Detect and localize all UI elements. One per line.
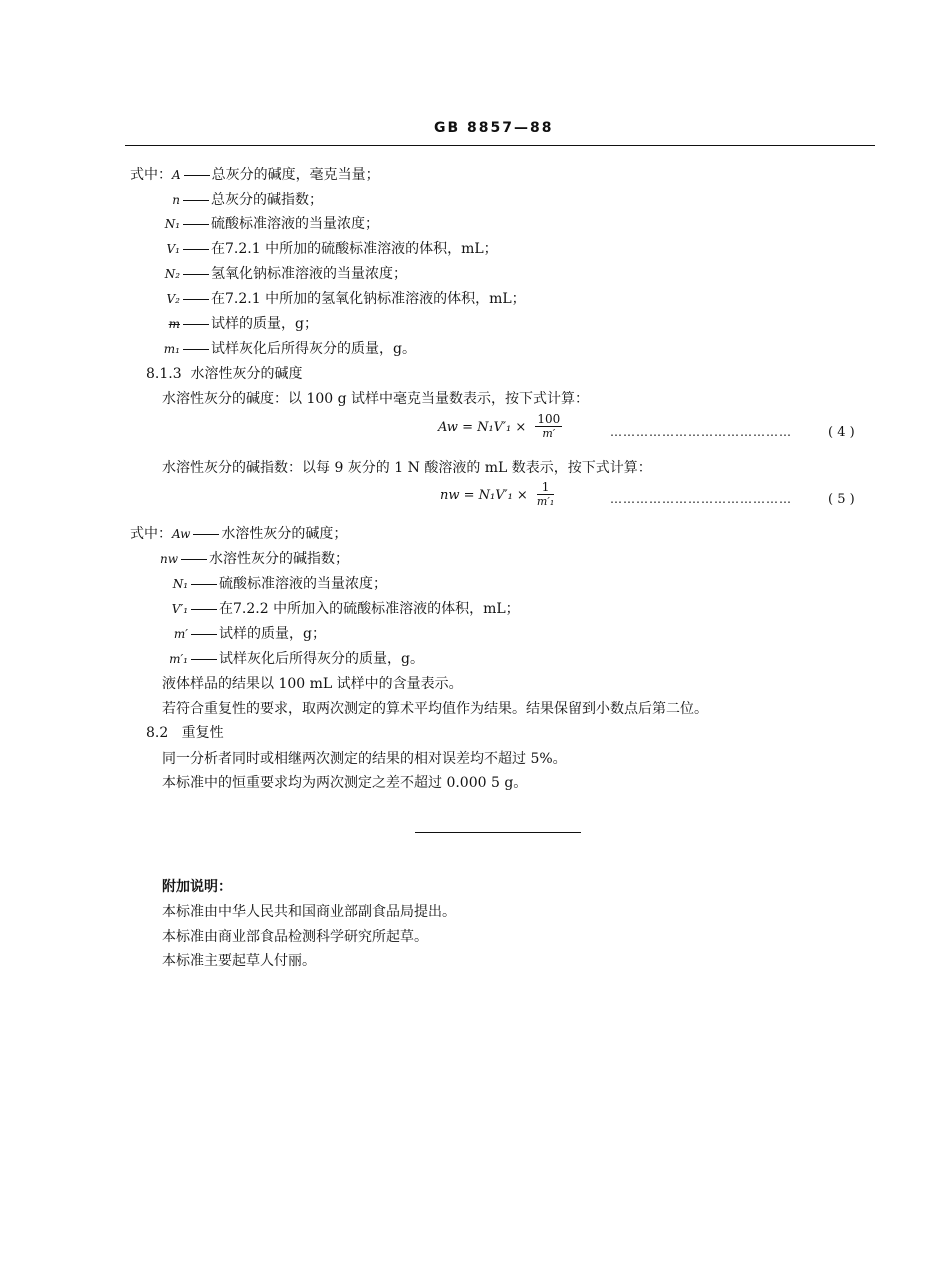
definition-row bbox=[136, 191, 323, 209]
appendix-title: 附加说明： bbox=[162, 879, 232, 895]
section-title: 水溶性灰分的碱度 bbox=[190, 366, 303, 382]
paragraph: 水溶性灰分的碱度：以 100 g 试样中毫克当量数表示，按下式计算： bbox=[162, 391, 590, 407]
symbol: V′₁ bbox=[171, 602, 188, 616]
fraction bbox=[537, 480, 554, 509]
section-number: 8.1.3 bbox=[146, 366, 182, 382]
definition-text: 水溶性灰分的碱指数； bbox=[209, 551, 349, 567]
numerator: 100 bbox=[537, 412, 561, 426]
definition-text: 总灰分的碱度，毫克当量； bbox=[211, 167, 380, 183]
em-dash bbox=[183, 274, 209, 275]
definition-text: 硫酸标准溶液的当量浓度； bbox=[211, 216, 379, 232]
definition-intro: 式中： bbox=[130, 167, 172, 183]
definition-text: 硫酸标准溶液的当量浓度； bbox=[219, 576, 387, 592]
leader-dots: …………………………………… bbox=[610, 492, 792, 506]
definition-text: 在7.2.1 中所加的硫酸标准溶液的体积，mL； bbox=[211, 241, 498, 257]
symbol: Aw bbox=[172, 527, 191, 541]
em-dash bbox=[183, 324, 209, 325]
em-dash bbox=[181, 559, 207, 560]
em-dash bbox=[183, 349, 209, 350]
em-dash bbox=[191, 659, 217, 660]
em-dash bbox=[184, 175, 210, 176]
symbol: nw bbox=[160, 552, 178, 566]
leader-dots: …………………………………… bbox=[610, 425, 792, 439]
symbol: m₁ bbox=[163, 342, 180, 356]
paragraph: 同一分析者同时或相继两次测定的结果的相对误差均不超过 5%。 bbox=[162, 751, 567, 767]
paragraph: 若符合重复性的要求，取两次测定的算术平均值作为结果。结果保留到小数点后第二位。 bbox=[162, 701, 708, 717]
definition-row bbox=[130, 550, 349, 568]
em-dash bbox=[183, 299, 209, 300]
definition-intro: 式中： bbox=[130, 526, 172, 542]
denominator: m′ bbox=[542, 427, 556, 440]
definition-row bbox=[130, 525, 347, 543]
paragraph: 液体样品的结果以 100 mL 试样中的含量表示。 bbox=[162, 676, 463, 692]
definition-text: 试样的质量，g； bbox=[219, 626, 326, 642]
definition-row bbox=[130, 166, 380, 184]
symbol: m bbox=[168, 317, 180, 331]
definition-row bbox=[136, 290, 526, 308]
definition-text: 氢氧化钠标准溶液的当量浓度； bbox=[211, 266, 407, 282]
definition-row bbox=[136, 215, 379, 233]
appendix-line: 本标准主要起草人付丽。 bbox=[162, 953, 316, 969]
definition-row bbox=[140, 575, 387, 593]
symbol: N₁ bbox=[172, 577, 188, 591]
equation-4 bbox=[438, 412, 562, 441]
definition-row bbox=[140, 600, 520, 618]
definition-text: 试样的质量，g； bbox=[211, 316, 318, 332]
section-number: 8.2 bbox=[146, 725, 169, 741]
em-dash bbox=[183, 224, 209, 225]
definition-row bbox=[136, 240, 498, 258]
symbol: N₂ bbox=[164, 267, 180, 281]
definition-text: 在7.2.2 中所加入的硫酸标准溶液的体积，mL； bbox=[219, 601, 520, 617]
symbol: V₁ bbox=[166, 242, 180, 256]
em-dash bbox=[193, 534, 219, 535]
equation-5 bbox=[440, 480, 554, 509]
definition-text: 水溶性灰分的碱度； bbox=[221, 526, 348, 542]
definition-row bbox=[136, 340, 416, 358]
em-dash bbox=[191, 634, 217, 635]
end-rule bbox=[415, 832, 581, 833]
equation-lhs: nw = N₁V′₁ × bbox=[440, 488, 528, 503]
section-title: 重复性 bbox=[181, 725, 224, 741]
definition-row bbox=[136, 315, 318, 333]
equation-lhs: Aw = N₁V′₁ × bbox=[438, 420, 527, 435]
paragraph: 水溶性灰分的碱指数：以每 9 灰分的 1 N 酸溶液的 mL 数表示，按下式计算： bbox=[162, 460, 652, 476]
symbol: n bbox=[172, 193, 180, 207]
section-heading bbox=[146, 724, 224, 742]
fraction bbox=[535, 412, 562, 441]
em-dash bbox=[183, 249, 209, 250]
equation-number: ( 5 ) bbox=[828, 492, 855, 507]
document-code: GB 8857—88 bbox=[434, 120, 554, 136]
definition-text: 在7.2.1 中所加的氢氧化钠标准溶液的体积，mL； bbox=[211, 291, 526, 307]
symbol: m′ bbox=[173, 627, 188, 641]
equation-number: ( 4 ) bbox=[828, 425, 855, 440]
em-dash bbox=[183, 200, 209, 201]
header-rule bbox=[125, 145, 875, 146]
paragraph: 本标准中的恒重要求均为两次测定之差不超过 0.000 5 g。 bbox=[162, 775, 528, 791]
appendix-line: 本标准由中华人民共和国商业部副食品局提出。 bbox=[162, 904, 456, 920]
definition-text: 试样灰化后所得灰分的质量，g。 bbox=[219, 651, 424, 667]
symbol: N₁ bbox=[164, 217, 180, 231]
definition-row bbox=[140, 625, 326, 643]
symbol: A bbox=[172, 168, 181, 182]
symbol: V₂ bbox=[166, 292, 180, 306]
definition-text: 试样灰化后所得灰分的质量，g。 bbox=[211, 341, 416, 357]
definition-row bbox=[136, 265, 407, 283]
definition-row bbox=[140, 650, 424, 668]
appendix-line: 本标准由商业部食品检测科学研究所起草。 bbox=[162, 929, 428, 945]
section-heading bbox=[146, 365, 303, 383]
em-dash bbox=[191, 584, 217, 585]
definition-text: 总灰分的碱指数； bbox=[211, 192, 323, 208]
symbol: m′₁ bbox=[169, 652, 188, 666]
em-dash bbox=[191, 609, 217, 610]
numerator: 1 bbox=[537, 480, 554, 495]
denominator: m′₁ bbox=[536, 495, 555, 508]
